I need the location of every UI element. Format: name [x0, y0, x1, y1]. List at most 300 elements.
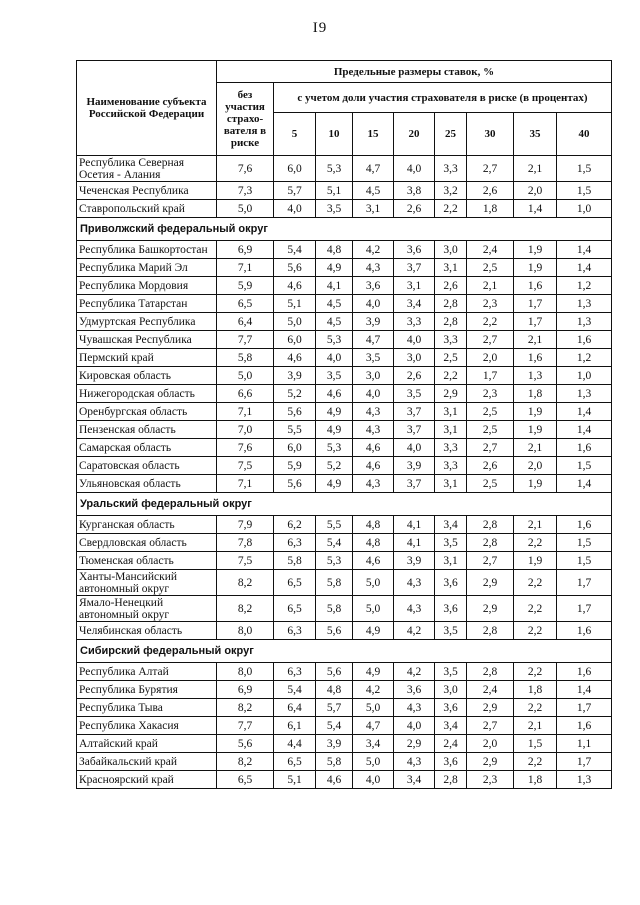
rate-with-share: 1,4	[557, 475, 612, 493]
rate-with-share: 2,9	[435, 385, 467, 403]
rate-with-share: 3,5	[435, 534, 467, 552]
rate-with-share: 4,2	[394, 622, 435, 640]
rate-with-share: 4,0	[394, 331, 435, 349]
rate-with-share: 1,2	[557, 349, 612, 367]
rate-without-share: 7,6	[217, 156, 274, 182]
rate-with-share: 5,4	[316, 534, 353, 552]
rate-with-share: 3,1	[435, 552, 467, 570]
subject-name: Свердловская область	[77, 534, 217, 552]
rate-with-share: 1,4	[557, 259, 612, 277]
rate-with-share: 2,0	[467, 349, 514, 367]
rate-with-share: 2,1	[467, 277, 514, 295]
rate-with-share: 2,7	[467, 552, 514, 570]
rate-without-share: 6,5	[217, 771, 274, 789]
rate-with-share: 5,2	[274, 385, 316, 403]
rate-with-share: 2,3	[467, 295, 514, 313]
rate-with-share: 2,8	[435, 295, 467, 313]
subject-name: Республика Северная Осетия - Алания	[77, 156, 217, 182]
rate-with-share: 3,6	[394, 241, 435, 259]
rate-with-share: 2,2	[514, 622, 557, 640]
rate-with-share: 2,7	[467, 439, 514, 457]
table-row	[77, 182, 612, 200]
rate-with-share: 4,8	[316, 681, 353, 699]
subject-name: Республика Тыва	[77, 699, 217, 717]
rate-without-share: 7,0	[217, 421, 274, 439]
rate-with-share: 6,5	[274, 596, 316, 622]
table-body	[77, 156, 612, 789]
rate-with-share: 4,9	[316, 259, 353, 277]
rate-with-share: 4,3	[353, 403, 394, 421]
rate-with-share: 3,4	[435, 516, 467, 534]
rate-with-share: 5,6	[274, 259, 316, 277]
rate-with-share: 1,6	[557, 717, 612, 735]
rate-with-share: 3,6	[435, 699, 467, 717]
rate-with-share: 1,9	[514, 421, 557, 439]
rate-with-share: 3,6	[435, 596, 467, 622]
rate-without-share: 5,8	[217, 349, 274, 367]
share-column-header: 20	[394, 113, 435, 156]
rate-without-share: 8,0	[217, 622, 274, 640]
table-row	[77, 421, 612, 439]
subject-name: Чувашская Республика	[77, 331, 217, 349]
rate-without-share: 7,3	[217, 182, 274, 200]
rate-with-share: 1,7	[557, 753, 612, 771]
rate-with-share: 6,2	[274, 516, 316, 534]
table-row	[77, 681, 612, 699]
rate-with-share: 4,4	[274, 735, 316, 753]
share-column-header: 25	[435, 113, 467, 156]
rate-with-share: 4,7	[353, 331, 394, 349]
rate-with-share: 1,6	[557, 331, 612, 349]
rate-with-share: 4,3	[394, 699, 435, 717]
rate-with-share: 1,5	[557, 457, 612, 475]
rate-without-share: 7,6	[217, 439, 274, 457]
rate-with-share: 2,1	[514, 516, 557, 534]
rate-without-share: 5,0	[217, 200, 274, 218]
rate-with-share: 3,4	[353, 735, 394, 753]
rate-with-share: 2,9	[467, 753, 514, 771]
rate-with-share: 4,6	[274, 349, 316, 367]
subject-name: Республика Бурятия	[77, 681, 217, 699]
rate-with-share: 3,6	[353, 277, 394, 295]
rate-without-share: 6,9	[217, 241, 274, 259]
rate-with-share: 2,7	[467, 156, 514, 182]
rate-with-share: 3,5	[394, 385, 435, 403]
rate-with-share: 3,1	[435, 259, 467, 277]
table-row	[77, 516, 612, 534]
rate-with-share: 5,3	[316, 331, 353, 349]
rate-with-share: 2,9	[467, 596, 514, 622]
rate-with-share: 3,9	[353, 313, 394, 331]
section-title: Сибирский федеральный округ	[77, 640, 612, 663]
rate-with-share: 1,2	[557, 277, 612, 295]
rate-with-share: 1,5	[557, 534, 612, 552]
rate-with-share: 2,6	[394, 200, 435, 218]
table-row	[77, 277, 612, 295]
rate-without-share: 5,0	[217, 367, 274, 385]
rate-without-share: 7,1	[217, 475, 274, 493]
rate-with-share: 2,4	[467, 241, 514, 259]
rate-with-share: 3,9	[274, 367, 316, 385]
rate-with-share: 1,5	[557, 552, 612, 570]
rate-with-share: 5,6	[274, 475, 316, 493]
rate-without-share: 8,0	[217, 663, 274, 681]
subject-name: Забайкальский край	[77, 753, 217, 771]
rate-with-share: 2,6	[435, 277, 467, 295]
subject-name: Республика Хакасия	[77, 717, 217, 735]
rate-with-share: 2,4	[467, 681, 514, 699]
rate-with-share: 4,0	[394, 439, 435, 457]
rate-with-share: 4,3	[353, 475, 394, 493]
rate-with-share: 1,7	[557, 596, 612, 622]
subject-name: Республика Марий Эл	[77, 259, 217, 277]
rate-with-share: 2,8	[467, 534, 514, 552]
rate-with-share: 4,0	[274, 200, 316, 218]
rate-with-share: 4,1	[316, 277, 353, 295]
table-row	[77, 156, 612, 182]
rate-with-share: 6,3	[274, 622, 316, 640]
rate-with-share: 4,6	[316, 771, 353, 789]
rate-with-share: 1,5	[557, 156, 612, 182]
rate-with-share: 4,5	[316, 295, 353, 313]
rate-with-share: 1,6	[557, 439, 612, 457]
rate-with-share: 1,3	[557, 385, 612, 403]
rate-with-share: 5,0	[353, 699, 394, 717]
rate-with-share: 1,4	[557, 681, 612, 699]
rate-with-share: 2,7	[467, 717, 514, 735]
rate-without-share: 7,5	[217, 552, 274, 570]
subject-name: Красноярский край	[77, 771, 217, 789]
share-column-header: 40	[557, 113, 612, 156]
rate-with-share: 1,8	[514, 681, 557, 699]
subject-name: Пермский край	[77, 349, 217, 367]
rate-with-share: 4,7	[353, 156, 394, 182]
table-row	[77, 439, 612, 457]
rate-with-share: 4,6	[353, 552, 394, 570]
rate-with-share: 3,1	[435, 403, 467, 421]
rate-with-share: 2,1	[514, 717, 557, 735]
rate-with-share: 4,5	[316, 313, 353, 331]
rate-with-share: 2,0	[514, 457, 557, 475]
rate-without-share: 7,5	[217, 457, 274, 475]
rate-with-share: 2,8	[467, 516, 514, 534]
rate-with-share: 3,7	[394, 403, 435, 421]
subject-name: Саратовская область	[77, 457, 217, 475]
subject-name: Удмуртская Республика	[77, 313, 217, 331]
rate-with-share: 3,9	[316, 735, 353, 753]
rate-with-share: 3,7	[394, 475, 435, 493]
rate-with-share: 5,1	[316, 182, 353, 200]
rate-with-share: 4,2	[394, 663, 435, 681]
rate-with-share: 6,1	[274, 717, 316, 735]
rate-with-share: 2,5	[467, 403, 514, 421]
rate-with-share: 4,9	[316, 475, 353, 493]
rate-with-share: 4,0	[353, 295, 394, 313]
table-row	[77, 367, 612, 385]
rate-without-share: 5,6	[217, 735, 274, 753]
rate-with-share: 2,4	[435, 735, 467, 753]
subject-name: Ханты-Мансийский автономный округ	[77, 570, 217, 596]
rate-with-share: 3,3	[394, 313, 435, 331]
rate-with-share: 4,6	[274, 277, 316, 295]
rate-without-share: 7,1	[217, 403, 274, 421]
rate-with-share: 6,3	[274, 534, 316, 552]
rate-without-share: 7,7	[217, 331, 274, 349]
rate-with-share: 3,9	[394, 552, 435, 570]
rate-with-share: 1,1	[557, 735, 612, 753]
table-row	[77, 699, 612, 717]
rate-with-share: 1,9	[514, 259, 557, 277]
rate-with-share: 5,5	[274, 421, 316, 439]
rate-with-share: 2,6	[394, 367, 435, 385]
table-row	[77, 385, 612, 403]
rate-with-share: 4,3	[394, 596, 435, 622]
rate-with-share: 3,4	[394, 771, 435, 789]
rate-with-share: 3,0	[353, 367, 394, 385]
subject-name: Чеченская Республика	[77, 182, 217, 200]
rate-with-share: 2,2	[435, 200, 467, 218]
rate-with-share: 1,6	[557, 622, 612, 640]
rate-with-share: 6,4	[274, 699, 316, 717]
rate-with-share: 2,9	[467, 570, 514, 596]
rates-table	[76, 60, 612, 789]
rate-with-share: 1,5	[557, 182, 612, 200]
rate-with-share: 2,7	[467, 331, 514, 349]
rate-with-share: 5,0	[353, 753, 394, 771]
rate-with-share: 2,1	[514, 156, 557, 182]
rate-with-share: 4,2	[353, 241, 394, 259]
rate-with-share: 5,1	[274, 295, 316, 313]
rate-with-share: 5,0	[353, 570, 394, 596]
rate-with-share: 4,2	[353, 681, 394, 699]
rate-with-share: 1,3	[557, 313, 612, 331]
rate-with-share: 1,7	[557, 570, 612, 596]
rate-with-share: 2,3	[467, 385, 514, 403]
rate-with-share: 3,1	[435, 475, 467, 493]
rate-with-share: 4,3	[353, 421, 394, 439]
table-row	[77, 259, 612, 277]
rate-with-share: 2,1	[514, 331, 557, 349]
rate-with-share: 3,6	[394, 681, 435, 699]
table-row	[77, 771, 612, 789]
rate-with-share: 3,7	[394, 259, 435, 277]
table-row	[77, 534, 612, 552]
rate-with-share: 5,4	[274, 681, 316, 699]
subject-name: Ставропольский край	[77, 200, 217, 218]
rate-with-share: 5,3	[316, 552, 353, 570]
rate-with-share: 5,0	[274, 313, 316, 331]
rate-with-share: 6,3	[274, 663, 316, 681]
rate-with-share: 2,2	[467, 313, 514, 331]
rate-without-share: 6,9	[217, 681, 274, 699]
rate-with-share: 4,3	[394, 753, 435, 771]
rate-with-share: 2,5	[467, 475, 514, 493]
rate-with-share: 3,0	[435, 241, 467, 259]
table-row	[77, 200, 612, 218]
rate-with-share: 3,4	[394, 295, 435, 313]
subject-name: Нижегородская область	[77, 385, 217, 403]
rate-without-share: 6,5	[217, 295, 274, 313]
section-title: Приволжский федеральный округ	[77, 218, 612, 241]
rate-with-share: 4,9	[353, 622, 394, 640]
subject-name: Республика Мордовия	[77, 277, 217, 295]
rate-with-share: 2,8	[467, 622, 514, 640]
rate-with-share: 5,7	[316, 699, 353, 717]
rate-with-share: 4,9	[316, 403, 353, 421]
table-row	[77, 570, 612, 596]
rate-with-share: 5,5	[316, 516, 353, 534]
rate-with-share: 1,4	[557, 241, 612, 259]
rate-with-share: 4,0	[353, 771, 394, 789]
rate-with-share: 3,1	[353, 200, 394, 218]
table-row	[77, 403, 612, 421]
subject-name: Республика Татарстан	[77, 295, 217, 313]
subject-name: Республика Башкортостан	[77, 241, 217, 259]
rates-group-header: Предельные размеры ставок, %	[217, 61, 612, 83]
rate-with-share: 2,3	[467, 771, 514, 789]
rate-with-share: 2,2	[514, 663, 557, 681]
rate-with-share: 2,2	[514, 596, 557, 622]
rate-without-share: 8,2	[217, 596, 274, 622]
rate-with-share: 4,5	[353, 182, 394, 200]
rate-with-share: 5,0	[353, 596, 394, 622]
rate-with-share: 3,6	[435, 570, 467, 596]
rate-with-share: 1,3	[557, 295, 612, 313]
rate-with-share: 2,1	[514, 439, 557, 457]
table-row	[77, 475, 612, 493]
rate-with-share: 4,8	[353, 534, 394, 552]
share-column-header: 35	[514, 113, 557, 156]
rate-with-share: 5,6	[316, 622, 353, 640]
subject-name: Республика Алтай	[77, 663, 217, 681]
rate-with-share: 6,0	[274, 331, 316, 349]
rate-without-share: 5,9	[217, 277, 274, 295]
rate-with-share: 4,0	[394, 156, 435, 182]
rate-without-share: 6,6	[217, 385, 274, 403]
rate-without-share: 8,2	[217, 699, 274, 717]
rate-with-share: 5,6	[274, 403, 316, 421]
subject-name: Ямало-Ненецкий автономный округ	[77, 596, 217, 622]
subject-name: Самарская область	[77, 439, 217, 457]
rate-with-share: 4,6	[353, 439, 394, 457]
rate-without-share: 7,1	[217, 259, 274, 277]
rate-with-share: 3,5	[316, 200, 353, 218]
rate-with-share: 2,2	[514, 570, 557, 596]
rate-with-share: 3,3	[435, 439, 467, 457]
rate-with-share: 1,4	[557, 421, 612, 439]
rate-with-share: 3,5	[435, 622, 467, 640]
subject-name: Тюменская область	[77, 552, 217, 570]
rate-with-share: 1,8	[467, 200, 514, 218]
rate-with-share: 5,8	[316, 570, 353, 596]
page-number: I9	[312, 20, 328, 36]
rate-with-share: 3,7	[394, 421, 435, 439]
subject-name: Челябинская область	[77, 622, 217, 640]
rate-with-share: 4,9	[316, 421, 353, 439]
rate-with-share: 2,6	[467, 457, 514, 475]
rate-with-share: 4,9	[353, 663, 394, 681]
rate-without-share: 7,9	[217, 516, 274, 534]
rate-with-share: 6,0	[274, 439, 316, 457]
rate-with-share: 5,4	[316, 717, 353, 735]
rate-without-share: 8,2	[217, 753, 274, 771]
rate-with-share: 4,0	[353, 385, 394, 403]
table-row	[77, 241, 612, 259]
rate-with-share: 4,0	[316, 349, 353, 367]
table-row	[77, 313, 612, 331]
rate-with-share: 5,1	[274, 771, 316, 789]
rate-with-share: 3,3	[435, 331, 467, 349]
rate-with-share: 4,6	[353, 457, 394, 475]
rate-with-share: 5,9	[274, 457, 316, 475]
rate-with-share: 1,3	[557, 771, 612, 789]
rate-with-share: 2,8	[467, 663, 514, 681]
subject-name: Кировская область	[77, 367, 217, 385]
subject-column-header: Наименование субъекта Российской Федерации	[77, 61, 217, 156]
rate-with-share: 5,7	[274, 182, 316, 200]
rate-with-share: 4,1	[394, 534, 435, 552]
rate-with-share: 2,5	[435, 349, 467, 367]
rate-with-share: 5,6	[316, 663, 353, 681]
rate-with-share: 1,6	[557, 663, 612, 681]
rate-with-share: 4,7	[353, 717, 394, 735]
rate-with-share: 3,0	[435, 681, 467, 699]
rate-with-share: 1,9	[514, 403, 557, 421]
rate-with-share: 3,0	[394, 349, 435, 367]
rate-with-share: 3,3	[435, 457, 467, 475]
table-row	[77, 596, 612, 622]
rate-with-share: 1,4	[514, 200, 557, 218]
section-row	[77, 493, 612, 516]
table-row	[77, 663, 612, 681]
rate-with-share: 1,3	[514, 367, 557, 385]
subject-name: Курганская область	[77, 516, 217, 534]
rate-with-share: 3,3	[435, 156, 467, 182]
rate-with-share: 5,2	[316, 457, 353, 475]
rate-with-share: 2,0	[514, 182, 557, 200]
share-column-header: 5	[274, 113, 316, 156]
rate-with-share: 6,5	[274, 753, 316, 771]
rate-with-share: 5,3	[316, 156, 353, 182]
section-title: Уральский федеральный округ	[77, 493, 612, 516]
table-row	[77, 753, 612, 771]
without-share-column-header: без участия страхо-вателя в риске	[217, 83, 274, 156]
table-row	[77, 331, 612, 349]
table-row	[77, 295, 612, 313]
share-column-header: 15	[353, 113, 394, 156]
rate-with-share: 2,5	[467, 421, 514, 439]
rate-without-share: 6,4	[217, 313, 274, 331]
rate-with-share: 2,2	[435, 367, 467, 385]
share-column-header: 30	[467, 113, 514, 156]
rate-with-share: 1,6	[514, 277, 557, 295]
rate-with-share: 2,8	[435, 313, 467, 331]
rate-with-share: 2,2	[514, 534, 557, 552]
rate-with-share: 2,8	[435, 771, 467, 789]
rate-with-share: 1,0	[557, 200, 612, 218]
rate-with-share: 5,4	[274, 241, 316, 259]
rate-with-share: 1,9	[514, 552, 557, 570]
subject-name: Пензенская область	[77, 421, 217, 439]
rate-with-share: 3,2	[435, 182, 467, 200]
rate-without-share: 7,8	[217, 534, 274, 552]
rate-with-share: 1,7	[514, 295, 557, 313]
rate-with-share: 3,5	[435, 663, 467, 681]
rate-with-share: 1,9	[514, 241, 557, 259]
table-row	[77, 552, 612, 570]
rate-with-share: 3,6	[435, 753, 467, 771]
rate-with-share: 1,4	[557, 403, 612, 421]
